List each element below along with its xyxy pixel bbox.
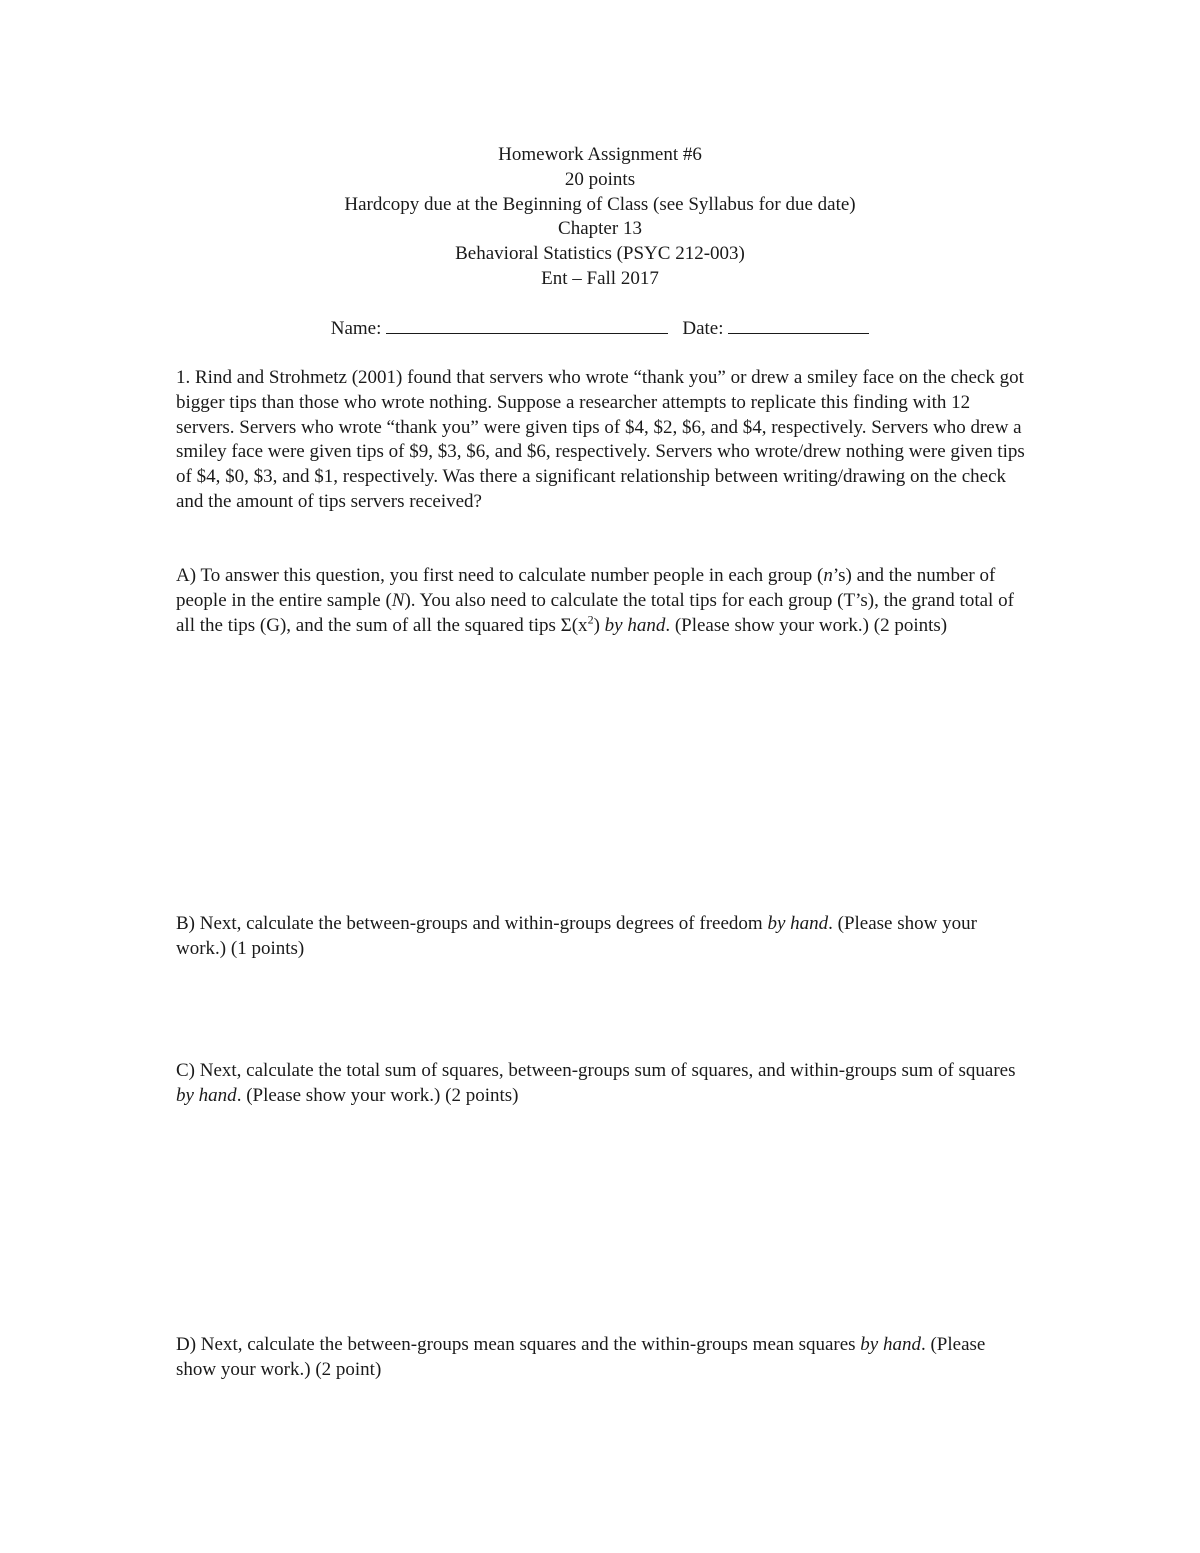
assignment-header — [0, 143, 1200, 292]
date-blank — [728, 315, 869, 334]
part-a-text-1: A) To answer this question, you first need to calculate number people in each group ( — [176, 565, 824, 586]
part-d-text-1: D) Next, calculate the between-groups mean squares and the within-groups mean squares — [176, 1334, 861, 1355]
part-a-superscript: 2 — [587, 612, 594, 627]
part-a-text-5: . (Please show your work.) (2 points) — [665, 614, 948, 636]
assignment-points: 20 points — [564, 168, 636, 190]
part-a-by-hand: by hand — [604, 614, 666, 636]
part-a-text-2: ’s) and the number of people in the entire sample ( — [176, 565, 996, 611]
question-1 — [176, 366, 1026, 515]
name-blank — [386, 315, 668, 334]
part-a-N-italic: N — [391, 589, 405, 611]
part-a — [176, 564, 1026, 638]
part-c-text-1: C) Next, calculate the total sum of squares, between-groups sum of squares, and within-groups sum of squares — [176, 1060, 1016, 1081]
date-label: Date: — [682, 318, 724, 339]
name-date-line — [0, 315, 1200, 342]
part-b — [176, 912, 1026, 962]
part-a-text-3: ). You also need to calculate the total tips for each group (T’s), the grand total of all the tips (G), and the sum of all the squared tips Σ(x — [176, 589, 1014, 636]
course-name: Behavioral Statistics (PSYC 212-003) — [455, 243, 745, 265]
part-a-text-4: ) — [593, 614, 605, 636]
part-d-by-hand: by hand — [860, 1334, 921, 1355]
assignment-title: Homework Assignment #6 — [498, 144, 702, 165]
part-b-text-1: B) Next, calculate the between-groups and within-groups degrees of freedom — [176, 913, 768, 934]
part-c-by-hand: by hand — [176, 1084, 237, 1106]
question-1-text: 1. Rind and Strohmetz (2001) found that servers who wrote “thank you” or drew a smiley face on the check got bigger tips than those who wrote nothing. Suppose a researcher attempts to replicate this finding with 12 servers. Servers who wrote “thank you” were given tips of $4, $2, $6, and $4, respectively. Servers who drew a smiley face were given tips of $9, $3, $6, and $6, respectively. Servers who wrote/drew nothing were given tips of $4, $0, $3, and $1, respectively. Was there a significant relationship between writing/drawing on the check and the amount of tips servers received? — [176, 367, 1025, 512]
part-c — [176, 1059, 1026, 1109]
part-c-text-2: . (Please show your work.) (2 points) — [236, 1084, 519, 1106]
part-d-text-2: . (Please show your work.) (2 point) — [176, 1334, 986, 1380]
term: Ent – Fall 2017 — [541, 267, 659, 289]
name-label: Name: — [330, 318, 382, 339]
part-b-text-2: . (Please show your work.) (1 points) — [176, 913, 977, 959]
part-d — [176, 1333, 1026, 1383]
assignment-chapter: Chapter 13 — [558, 218, 642, 240]
assignment-due: Hardcopy due at the Beginning of Class (see Syllabus for due date) — [344, 193, 856, 215]
part-a-n-italic: n — [823, 565, 833, 586]
part-b-by-hand: by hand — [767, 913, 829, 934]
